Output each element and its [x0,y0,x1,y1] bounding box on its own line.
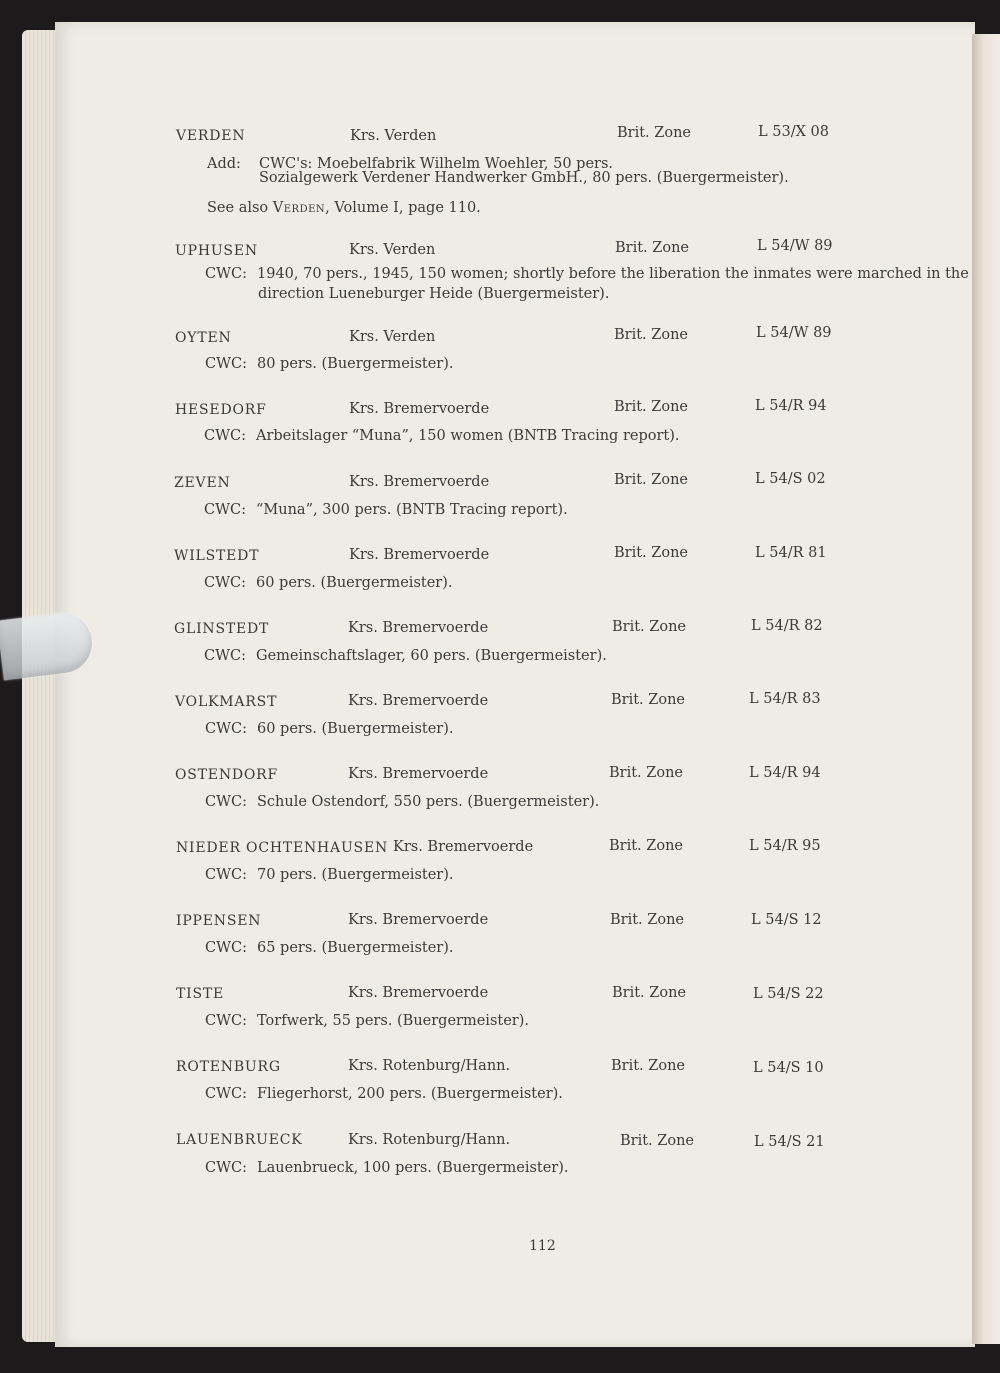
zone: Brit. Zone [611,692,685,708]
cwc-label: CWC: [205,721,247,737]
detail-line [205,356,454,372]
place-name: ROTENBURG [176,1059,281,1075]
detail-line [205,794,599,810]
grid-reference: L 54/W 89 [757,238,833,254]
district: Krs. Bremervoerde [348,766,489,782]
detail-line [205,867,454,883]
grid-reference: L 54/S 12 [751,912,822,928]
district: Krs. Verden [350,128,437,144]
detail-text: Torfwerk, 55 pers. (Buergermeister). [257,1013,529,1029]
detail-text: 1940, 70 pers., 1945, 150 women; shortly before the liberation the inmates were marched in the [257,266,969,282]
cwc-label: CWC: [204,648,246,664]
cwc-label: CWC: [205,266,247,282]
detail-text: 70 pers. (Buergermeister). [257,867,454,883]
place-name: LAUENBRUECK [176,1132,303,1148]
detail-text: Arbeitslager “Muna”, 150 women (BNTB Tracing report). [256,428,680,444]
zone: Brit. Zone [611,1058,685,1074]
place-name: TISTE [176,986,225,1002]
cwc-label: CWC: [204,502,246,518]
zone: Brit. Zone [612,619,686,635]
detail-line [205,1160,569,1176]
cwc-label: CWC: [205,940,247,956]
grid-reference: L 54/S 02 [755,471,826,487]
district: Krs. Rotenburg/Hann. [348,1058,511,1074]
detail-text: Lauenbrueck, 100 pers. (Buergermeister). [257,1160,569,1176]
district: Krs. Bremervoerde [348,985,489,1001]
facing-page-edge [972,34,1000,1344]
district: Krs. Rotenburg/Hann. [348,1132,511,1148]
detail-text: 60 pers. (Buergermeister). [257,721,454,737]
cwc-label: CWC: [205,1086,247,1102]
place-name: NIEDER OCHTENHAUSEN [176,840,389,856]
zone: Brit. Zone [617,125,691,141]
detail-line [205,940,454,956]
detail-text: 65 pers. (Buergermeister). [257,940,454,956]
zone: Brit. Zone [609,765,683,781]
see-also-suffix: , Volume I, page 110. [325,200,481,216]
detail-line [204,502,568,518]
zone: Brit. Zone [614,472,688,488]
detail-text: 80 pers. (Buergermeister). [257,356,454,372]
place-name: IPPENSEN [176,913,262,929]
district: Krs. Bremervoerde [348,620,489,636]
see-also-name: Verden [272,200,326,216]
detail-line [204,648,607,664]
detail-line: Sozialgewerk Verdener Handwerker GmbH., 80 pers. (Buergermeister). [259,170,789,186]
cwc-label: CWC: [204,428,246,444]
grid-reference: L 54/R 94 [749,765,821,781]
cwc-label: CWC: [205,356,247,372]
book-page [55,22,975,1347]
place-name: WILSTEDT [174,548,260,564]
zone: Brit. Zone [612,985,686,1001]
place-name: VOLKMARST [175,694,278,710]
zone: Brit. Zone [614,399,688,415]
grid-reference: L 54/R 83 [749,691,821,707]
place-name: VERDEN [176,128,246,144]
detail-line [204,575,453,591]
cwc-label: CWC: [205,1160,247,1176]
district: Krs. Bremervoerde [349,547,490,563]
district: Krs. Verden [349,242,436,258]
zone: Brit. Zone [614,327,688,343]
detail-line [205,1013,529,1029]
place-name: ZEVEN [174,475,231,491]
see-also-prefix: See also [207,200,269,216]
detail-line [205,266,969,282]
grid-reference: L 54/S 21 [754,1134,825,1150]
detail-line: direction Lueneburger Heide (Buergermeister). [258,286,610,302]
place-name: GLINSTEDT [174,621,270,637]
grid-reference: L 54/R 95 [749,838,821,854]
detail-text: 60 pers. (Buergermeister). [256,575,453,591]
place-name: UPHUSEN [175,243,258,259]
grid-reference: L 54/S 10 [753,1060,824,1076]
grid-reference: L 54/R 94 [755,398,827,414]
add-label: Add: [207,156,241,172]
district: Krs. Bremervoerde [349,474,490,490]
grid-reference: L 54/W 89 [756,325,832,341]
grid-reference: L 54/R 81 [755,545,827,561]
detail-text: CWC's: Moebelfabrik Wilhelm Woehler, 50 pers. [259,156,614,172]
district: Krs. Bremervoerde [348,912,489,928]
district: Krs. Verden [349,329,436,345]
detail-text: Schule Ostendorf, 550 pers. (Buergermeister). [257,794,600,810]
district: Krs. Bremervoerde [393,839,534,855]
see-also-reference [207,200,481,216]
zone: Brit. Zone [610,912,684,928]
detail-line [205,1086,563,1102]
detail-line [205,721,454,737]
place-name: OSTENDORF [175,767,279,783]
district: Krs. Bremervoerde [348,693,489,709]
place-name: OYTEN [175,330,232,346]
grid-reference: L 53/X 08 [758,124,829,140]
cwc-label: CWC: [205,867,247,883]
detail-text: Gemeinschaftslager, 60 pers. (Buergermeister). [256,648,607,664]
cwc-label: CWC: [205,1013,247,1029]
grid-reference: L 54/R 82 [751,618,823,634]
detail-text: Fliegerhorst, 200 pers. (Buergermeister). [257,1086,563,1102]
district: Krs. Bremervoerde [349,401,490,417]
zone: Brit. Zone [620,1133,694,1149]
grid-reference: L 54/S 22 [753,986,824,1002]
zone: Brit. Zone [615,240,689,256]
detail-text: “Muna”, 300 pers. (BNTB Tracing report). [256,502,568,518]
place-name: HESEDORF [175,402,267,418]
page-number: 112 [529,1238,556,1254]
detail-line [204,428,680,444]
zone: Brit. Zone [614,545,688,561]
cwc-label: CWC: [204,575,246,591]
zone: Brit. Zone [609,838,683,854]
cwc-label: CWC: [205,794,247,810]
